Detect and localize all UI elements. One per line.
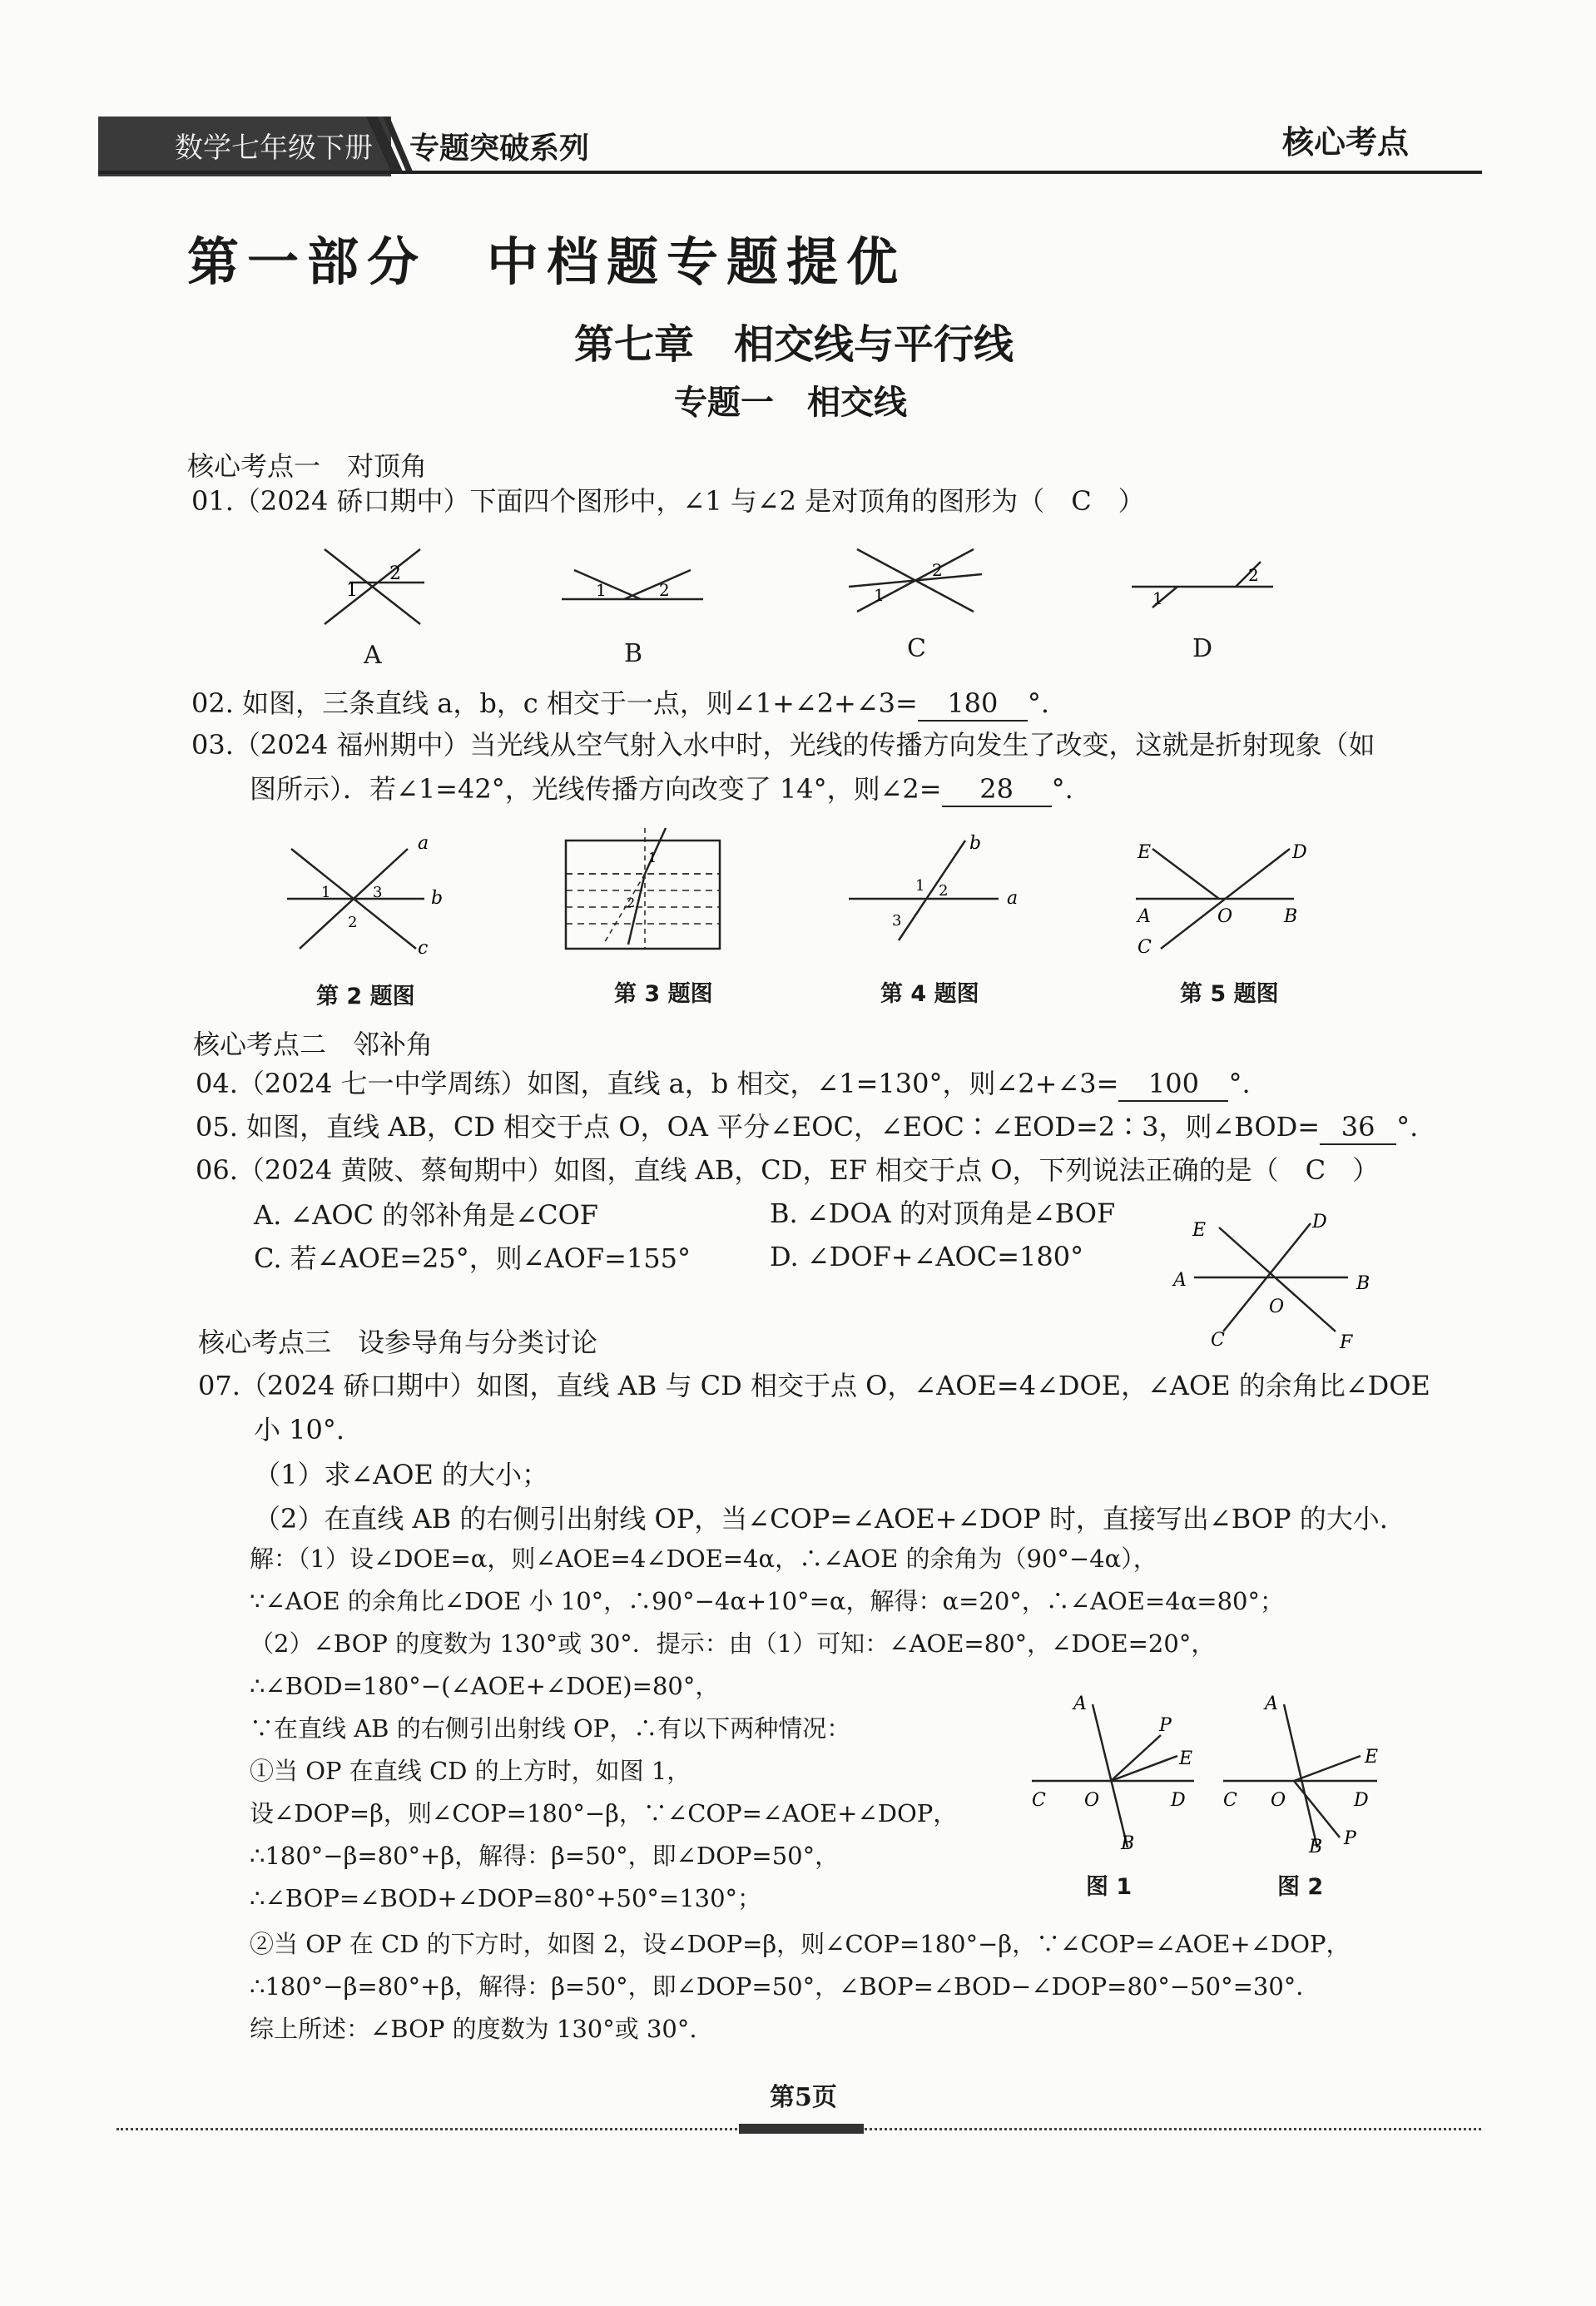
q07-sub1: （1）求∠AOE 的大小； (254, 1459, 549, 1490)
kp3-heading: 核心考点三 设参导角与分类讨论 (198, 1327, 598, 1358)
solution-line-2: ∵∠AOE 的余角比∠DOE 小 10°，∴90°−4α+10°=α，解得：α=20°，∴∠AOE=4α=80°； (250, 1587, 1285, 1615)
q04-answer: 100 (1118, 1067, 1228, 1102)
q04-figure (840, 832, 1032, 957)
q05-point-a: A (1138, 906, 1151, 927)
q06-text: 06.（2024 黄陂、蔡甸期中）如图，直线 AB，CD，EF 相交于点 O，下列说法正确的是（ C ） (196, 1154, 1380, 1186)
solution-line-10: ②当 OP 在 CD 的下方时，如图 2，设∠DOP=β，则∠COP=180°−β，∵∠COP=∠AOE+∠DOP， (250, 1930, 1351, 1958)
q06-point-e: E (1192, 1220, 1207, 1241)
fig1-point-p: P (1159, 1715, 1172, 1736)
q07-figure-2 (1219, 1689, 1410, 1864)
q03-prefix: 图所示）．若∠1=42°，光线传播方向改变了 14°，则∠2= (250, 773, 942, 805)
q06-option-b: B. ∠DOA 的对顶角是∠BOF (770, 1198, 1116, 1229)
q05-point-e: E (1138, 842, 1152, 863)
q01d-angle2-label: 2 (1248, 565, 1259, 585)
caption-q3: 第 3 题图 (614, 981, 713, 1007)
q06-point-b: B (1356, 1273, 1370, 1294)
q03-line1: 03.（2024 福州期中）当光线从空气射入水中时，光线的传播方向发生了改变，这就是折射现象（如 (191, 729, 1375, 761)
q05-point-o: O (1217, 906, 1233, 927)
q01c-angle1-label: 1 (874, 585, 885, 605)
q01-option-c: C (907, 634, 926, 663)
q05-prefix: 05. 如图，直线 AB，CD 相交于点 O，OA 平分∠EOC，∠EOC∶∠EOD=2∶3，则∠BOD= (196, 1111, 1321, 1143)
page-number: 第5页 (770, 2083, 837, 2112)
q06-option-a: A. ∠AOC 的邻补角是∠COF (254, 1199, 599, 1231)
solution-line-5: ∵在直线 AB 的右侧引出射线 OP，∴有以下两种情况： (250, 1714, 851, 1743)
q05-point-d: D (1292, 842, 1307, 863)
q01-figure-d (1128, 549, 1277, 624)
q06-point-o: O (1269, 1297, 1285, 1317)
q02-line-a: a (418, 833, 429, 854)
fig1-point-o: O (1084, 1790, 1100, 1811)
q03-figure (562, 824, 728, 957)
solution-line-6: ①当 OP 在直线 CD 的上方时，如图 1， (250, 1757, 691, 1785)
q06-point-c: C (1211, 1330, 1225, 1351)
q04-angle3: 3 (892, 912, 902, 930)
q03-angle2: 2 (627, 895, 636, 910)
q06-option-c: C. 若∠AOE=25°，则∠AOF=155° (254, 1242, 691, 1274)
footer-bar (739, 2124, 864, 2134)
q02-prefix: 02. 如图，三条直线 a，b，c 相交于一点，则∠1+∠2+∠3= (191, 687, 918, 719)
q01-option-b: B (624, 639, 643, 668)
q04-prefix: 04.（2024 七一中学周练）如图，直线 a，b 相交，∠1=130°，则∠2+∠3= (196, 1068, 1119, 1099)
fig2-point-c: C (1223, 1790, 1237, 1811)
fig2-point-p: P (1344, 1828, 1356, 1849)
q06-point-a: A (1173, 1270, 1187, 1291)
q02-answer: 180 (918, 687, 1028, 722)
q01c-angle2-label: 2 (932, 560, 943, 580)
q04-line-a: a (1007, 888, 1019, 909)
q01-option-d: D (1192, 634, 1213, 663)
q05-point-b: B (1284, 906, 1298, 927)
fig1-label: 图 1 (1086, 1874, 1133, 1900)
q01-text: 01.（2024 硚口期中）下面四个图形中，∠1 与∠2 是对顶角的图形为（ C ） (191, 485, 1145, 517)
q01-figure-c (840, 541, 990, 624)
q07-sub2: （2）在直线 AB 的右侧引出射线 OP，当∠COP=∠AOE+∠DOP 时，直接写出∠BOP 的大小. (254, 1503, 1388, 1535)
fig1-point-d: D (1171, 1790, 1186, 1811)
q04-suffix: °. (1228, 1068, 1251, 1099)
q04-angle2: 2 (939, 882, 949, 900)
q04-text (196, 1067, 1251, 1102)
q07-line1: 07.（2024 硚口期中）如图，直线 AB 与 CD 相交于点 O，∠AOE=4∠DOE，∠AOE 的余角比∠DOE (198, 1370, 1430, 1401)
caption-q5: 第 5 题图 (1180, 981, 1279, 1007)
q02-line-c: c (418, 938, 429, 959)
q03-answer: 28 (942, 772, 1052, 807)
part-title: 第一部分 中档题专题提优 (187, 231, 907, 292)
q04-angle1: 1 (915, 877, 925, 895)
chapter-title: 第七章 相交线与平行线 (574, 321, 1014, 368)
q05-text (196, 1110, 1418, 1145)
fig2-point-e: E (1365, 1747, 1379, 1768)
kp1-heading: 核心考点一 对顶角 (187, 450, 428, 482)
q02-line-b: b (431, 888, 444, 909)
q01d-angle1-label: 1 (1152, 588, 1163, 608)
q01a-angle2-label: 2 (389, 563, 401, 584)
q02-figure (283, 832, 466, 957)
q06-option-d: D. ∠DOF+∠AOC=180° (770, 1241, 1084, 1272)
fig1-point-e: E (1179, 1748, 1193, 1769)
fig2-point-d: D (1354, 1790, 1369, 1811)
q02-angle2: 2 (348, 914, 358, 931)
fig2-point-o: O (1271, 1790, 1286, 1811)
solution-line-11: ∴180°−β=80°+β，解得：β=50°，即∠DOP=50°，∠BOP=∠BOD−∠DOP=80°−50°=30°． (250, 1972, 1321, 2001)
q01-option-a: A (364, 641, 382, 670)
fig1-point-b: B (1121, 1833, 1135, 1854)
solution-line-9: ∴∠BOP=∠BOD+∠DOP=80°+50°=130°； (250, 1884, 762, 1912)
q07-line2: 小 10°. (254, 1414, 345, 1446)
header-right: 核心考点 (1281, 124, 1409, 161)
q02-angle3: 3 (373, 884, 383, 901)
header-series: 专题突破系列 (409, 131, 590, 166)
fig2-point-b: B (1309, 1837, 1323, 1857)
q05-answer: 36 (1320, 1110, 1396, 1145)
fig1-point-c: C (1032, 1790, 1046, 1811)
q04-line-b: b (969, 833, 982, 854)
q05-suffix: °. (1396, 1111, 1419, 1143)
solution-line-8: ∴180°−β=80°+β，解得：β=50°，即∠DOP=50°， (250, 1842, 840, 1870)
solution-line-4: ∴∠BOD=180°−(∠AOE+∠DOE)=80°， (250, 1672, 720, 1700)
caption-q2: 第 2 题图 (316, 984, 415, 1009)
q01b-angle1-label: 1 (596, 580, 607, 600)
header-subject: 数学七年级下册 (175, 131, 373, 165)
solution-line-3: （2）∠BOP 的度数为 130°或 30°．提示：由（1）可知：∠AOE=80°，∠DOE=20°， (250, 1629, 1216, 1658)
q03-line2 (250, 772, 1073, 807)
kp2-heading: 核心考点二 邻补角 (193, 1029, 434, 1060)
q06-figure (1169, 1211, 1385, 1356)
header-slash-icon (366, 117, 416, 176)
q05-figure (1128, 836, 1319, 961)
q05-point-c: C (1138, 937, 1152, 958)
q03-suffix: °. (1051, 773, 1073, 805)
fig1-point-a: A (1073, 1694, 1087, 1714)
q01a-angle1-label: 1 (346, 580, 358, 601)
fig2-point-a: A (1265, 1694, 1278, 1714)
q03-angle1: 1 (648, 850, 657, 865)
q01b-angle2-label: 2 (659, 580, 670, 600)
q02-angle1: 1 (321, 884, 331, 901)
q06-point-f: F (1340, 1332, 1353, 1353)
q02-suffix: °. (1027, 687, 1050, 719)
header-rule (98, 171, 1482, 174)
solution-line-7: 设∠DOP=β，则∠COP=180°−β，∵∠COP=∠AOE+∠DOP， (250, 1799, 958, 1827)
q06-point-d: D (1312, 1212, 1327, 1232)
topic-title: 专题一 相交线 (674, 384, 907, 422)
q02-text (191, 687, 1049, 722)
solution-line-1: 解：（1）设∠DOE=α，则∠AOE=4∠DOE=4α，∴∠AOE 的余角为（90°−4α）， (250, 1545, 1157, 1573)
q01-figure-a (316, 541, 433, 632)
q01-figure-b (558, 558, 707, 607)
solution-line-12: 综上所述：∠BOP 的度数为 130°或 30°. (250, 2015, 697, 2043)
fig2-label: 图 2 (1277, 1874, 1324, 1900)
q07-figure-1 (1028, 1689, 1219, 1864)
caption-q4: 第 4 题图 (880, 981, 979, 1007)
